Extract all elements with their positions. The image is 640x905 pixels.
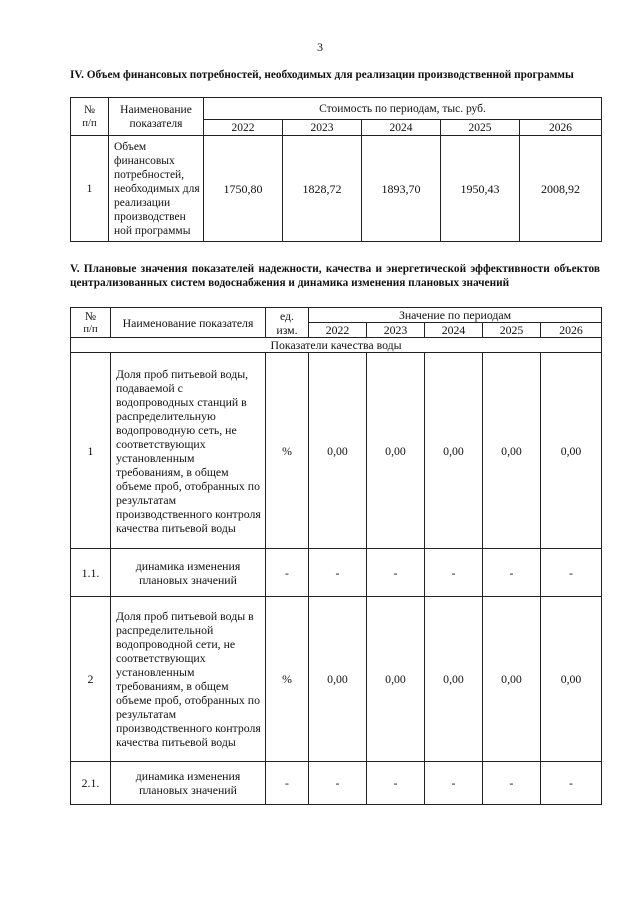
- value-cell: 0,00: [367, 353, 425, 549]
- table-row: [71, 353, 602, 549]
- year-cell: 2023: [283, 120, 362, 136]
- value-cell: -: [425, 549, 483, 597]
- row-num: 2: [71, 597, 111, 762]
- table-row: [71, 597, 602, 762]
- year-cell: 2026: [541, 323, 602, 338]
- value-cell: -: [483, 549, 541, 597]
- year-cell: 2026: [520, 120, 602, 136]
- value-cell: 1893,70: [362, 136, 441, 242]
- value-cell: -: [541, 549, 602, 597]
- group-title: Показатели качества воды: [71, 338, 602, 353]
- header-unit-line1: ед.: [279, 308, 295, 323]
- group-row: [71, 338, 602, 353]
- table-row: [71, 549, 602, 597]
- year-cell: 2022: [204, 120, 283, 136]
- value-cell: -: [367, 762, 425, 805]
- row-unit: -: [266, 762, 309, 805]
- header-name: Наименование показателя: [109, 98, 204, 136]
- value-cell: 1750,80: [204, 136, 283, 242]
- value-cell: -: [309, 762, 367, 805]
- quality-indicators-table: [70, 307, 602, 805]
- value-cell: -: [483, 762, 541, 805]
- table-row: [71, 136, 602, 242]
- table-header-row: [71, 98, 602, 120]
- row-num: 1: [71, 136, 109, 242]
- header-num-line2: п/п: [83, 323, 98, 335]
- value-cell: -: [309, 549, 367, 597]
- row-unit: -: [266, 549, 309, 597]
- row-num: 2.1.: [71, 762, 111, 805]
- header-num-line2: п/п: [82, 117, 97, 129]
- value-cell: 0,00: [541, 597, 602, 762]
- row-name: Доля проб питьевой воды в распределительной водопроводной сети, не соответствующих установленным требованиям, в общем объеме проб, отобранных по результатам производственного контроля качества питьевой воды: [111, 597, 266, 762]
- value-cell: 2008,92: [520, 136, 602, 242]
- year-cell: 2024: [425, 323, 483, 338]
- row-num: 1: [71, 353, 111, 549]
- value-cell: -: [367, 549, 425, 597]
- header-cost: Стоимость по периодам, тыс. руб.: [204, 98, 602, 120]
- header-num-line1: №: [84, 103, 95, 116]
- year-cell: 2023: [367, 323, 425, 338]
- value-cell: 0,00: [425, 353, 483, 549]
- value-cell: 0,00: [483, 597, 541, 762]
- page-number: 3: [317, 40, 323, 54]
- value-cell: 0,00: [483, 353, 541, 549]
- value-cell: 0,00: [425, 597, 483, 762]
- header-name: Наименование показателя: [111, 308, 266, 338]
- header-unit: [266, 308, 309, 338]
- row-name: Доля проб питьевой воды, подаваемой с водопроводных станций в распределительную водопроводную сеть, не соответствующих установленным требованиям, в общем объеме проб, отобранных по результатам производственного контроля качества питьевой воды: [111, 353, 266, 549]
- row-unit: %: [266, 353, 309, 549]
- row-unit: %: [266, 597, 309, 762]
- value-cell: 1828,72: [283, 136, 362, 242]
- financial-needs-table: [70, 97, 602, 242]
- header-num-line1: №: [84, 308, 97, 323]
- table-header-row: [71, 308, 602, 323]
- year-cell: 2022: [309, 323, 367, 338]
- value-cell: 0,00: [309, 353, 367, 549]
- value-cell: 0,00: [541, 353, 602, 549]
- row-name: Объем финансовых потребностей, необходимых для реализации производствен ной программы: [109, 136, 204, 242]
- value-cell: 0,00: [367, 597, 425, 762]
- table-row: [71, 762, 602, 805]
- section5-title: V. Плановые значения показателей надежности, качества и энергетической эффективности объектов централизованных систем водоснабжения и динамика изменения плановых значений: [70, 263, 600, 289]
- section4-title: IV. Объем финансовых потребностей, необходимых для реализации производственной программы: [70, 69, 574, 81]
- header-periods: Значение по периодам: [309, 308, 602, 323]
- row-num: 1.1.: [71, 549, 111, 597]
- header-num: [71, 308, 111, 338]
- row-name: динамика изменения плановых значений: [111, 762, 266, 805]
- value-cell: 1950,43: [441, 136, 520, 242]
- header-num: [71, 98, 109, 136]
- header-unit-line2: изм.: [276, 322, 298, 337]
- year-cell: 2024: [362, 120, 441, 136]
- year-cell: 2025: [483, 323, 541, 338]
- value-cell: -: [425, 762, 483, 805]
- value-cell: 0,00: [309, 597, 367, 762]
- year-cell: 2025: [441, 120, 520, 136]
- value-cell: -: [541, 762, 602, 805]
- row-name: динамика изменения плановых значений: [111, 549, 266, 597]
